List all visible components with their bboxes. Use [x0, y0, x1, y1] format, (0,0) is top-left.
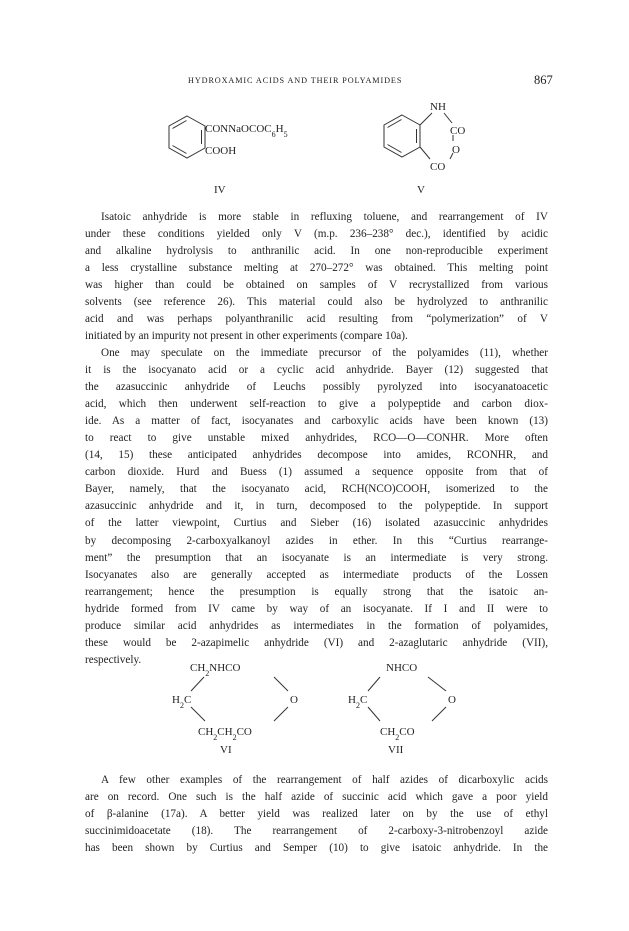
structure-vii-label: VII: [388, 744, 404, 756]
structure-vi-bottom-chain: $CH_2CH_2CO$: [198, 726, 252, 742]
structure-vii: [340, 653, 470, 763]
structure-v-label: V: [417, 184, 425, 196]
structure-vi-ring-oxygen: O: [290, 694, 298, 706]
text-line: respectively.: [85, 653, 142, 666]
text-line: of the latter viewpoint, Curtius and Sieber (16) isolated azasuccinic anhydrides: [85, 517, 548, 530]
text-line: under these conditions yielded only V (m.p. 236–238° dec.), identified by acidic: [85, 228, 548, 241]
text-line: Bayer, namely, that the isocyanato acid, RCH(NCO)COOH, isomerized to the: [85, 483, 548, 496]
text-line: A few other examples of the rearrangement of half azides of dicarboxylic acids: [101, 774, 548, 786]
text-line: ment” the presumption that an isocyanate is an intermediate is very strong.: [85, 551, 548, 564]
structure-vii-top-chain: NHCO: [386, 662, 418, 674]
text-line: a less crystalline substance melting at 270–272° was obtained. This melting point: [85, 262, 548, 275]
text-line: initiated by an impurity not present in other experiments (compare 10a).: [85, 330, 408, 343]
text-line: to react to give unstable mixed anhydrides, RCO—O—CONHR. More often: [85, 432, 548, 445]
structure-vii-ring-oxygen: O: [448, 694, 456, 706]
text-line: hydride formed from IV came by way of an isocyanate. If I and II were to: [85, 602, 548, 615]
structure-vi-ring-bonds: [191, 677, 288, 721]
paragraph-2: [85, 345, 548, 669]
structure-iv-label: IV: [214, 184, 226, 196]
structure-v-carbonyl-upper: CO: [450, 125, 466, 137]
text-line: has been shown by Curtius and Semper (10) to give isatoic anhydride. In the: [85, 842, 548, 855]
structure-vii-left-group: $H_2C$: [348, 694, 368, 710]
structure-vi-label: VI: [220, 744, 232, 756]
text-line: rearrangement; hence the presumption is equally strong that the isatoic an-: [85, 585, 548, 598]
text-line: and alkaline hydrolysis to anthranilic acid. In one non-reproducible experiment: [85, 245, 548, 258]
text-line: are on record. One such is the half azide of succinic acid which gave a poor yield: [85, 791, 548, 804]
structure-iv-upper-substituent: $CONNaOCOC_6H_5$: [205, 123, 288, 139]
text-line: solvents (see reference 26). This material could also be hydrolyzed to anthranilic: [85, 296, 548, 309]
text-line: acid, which then underwent self-reaction to give a polypeptide and carbon diox-: [85, 398, 548, 411]
text-line: these would be 2-azapimelic anhydride (VI) and 2-azaglutaric anhydride (VII),: [85, 636, 548, 649]
text-line: succinimidoacetate (18). The rearrangement of 2-carboxy-3-nitrobenzoyl azide: [85, 825, 548, 838]
page-number: 867: [534, 73, 553, 87]
structure-iv-lower-substituent: COOH: [205, 145, 237, 157]
structure-v: [380, 97, 500, 200]
structure-vii-ring-bonds: [368, 677, 446, 721]
text-line: One may speculate on the immediate precursor of the polyamides (11), whether: [101, 347, 548, 359]
structure-v-ring-oxygen: O: [452, 144, 460, 156]
text-line: the azasuccinic anhydride of Leuchs possibly pyrolyzed into isocyanatoacetic: [85, 381, 548, 394]
structure-v-heterocycle-bonds: [420, 113, 453, 159]
structure-vi-left-group: $H_2C$: [172, 694, 192, 710]
text-line: Isatoic anhydride is more stable in refluxing toluene, and rearrangement of IV: [101, 211, 548, 223]
text-line: was higher than could be obtained on samples of V recrystallized from various: [85, 279, 548, 292]
running-head: HYDROXAMIC ACIDS AND THEIR POLYAMIDES: [188, 76, 403, 85]
structure-vii-bottom-chain: $CH_2CO$: [380, 726, 415, 742]
text-line: of β-alanine (17a). A better yield was realized later on by the use of ethyl: [85, 808, 548, 821]
text-line: acid and was perhaps polyanthranilic acid resulting from “polymerization” of V: [85, 313, 548, 326]
paragraph-3: [85, 772, 548, 857]
structure-vi-top-chain: $CH_2NHCO$: [190, 662, 241, 678]
structure-v-carbonyl-lower: CO: [430, 161, 446, 173]
text-line: carbon dioxide. Hurd and Buess (1) assumed a sequence opposite from that of: [85, 466, 548, 479]
text-line: by decomposing 2-carboxyalkanoyl azides in ether. In this “Curtius rearrange-: [85, 534, 548, 547]
structure-v-nh-group: NH: [430, 101, 446, 113]
text-line: Isocyanates also are generally accepted as intermediate products of the Lossen: [85, 568, 548, 581]
text-line: azasuccinic anhydride and it, in turn, decomposed to the polypeptide. In support: [85, 500, 548, 513]
text-line: (14, 15) these anticipated anhydrides decompose into amides, RCONHR, and: [85, 449, 548, 462]
text-line: it is the isocyanato acid or a cyclic acid anhydride. Bayer (12) suggested that: [85, 364, 548, 377]
paragraph-1: [85, 209, 548, 345]
text-line: ide. As a matter of fact, isocyanates and carboxylic acids have been known (13): [85, 415, 548, 428]
text-line: produce similar acid anhydrides as intermediates in the formation of polyamides,: [85, 619, 548, 632]
structure-v-benzene-ring: [384, 115, 420, 157]
structure-iv: [165, 108, 345, 200]
structure-iv-benzene-ring: [169, 116, 205, 158]
structure-vi: [170, 653, 320, 763]
